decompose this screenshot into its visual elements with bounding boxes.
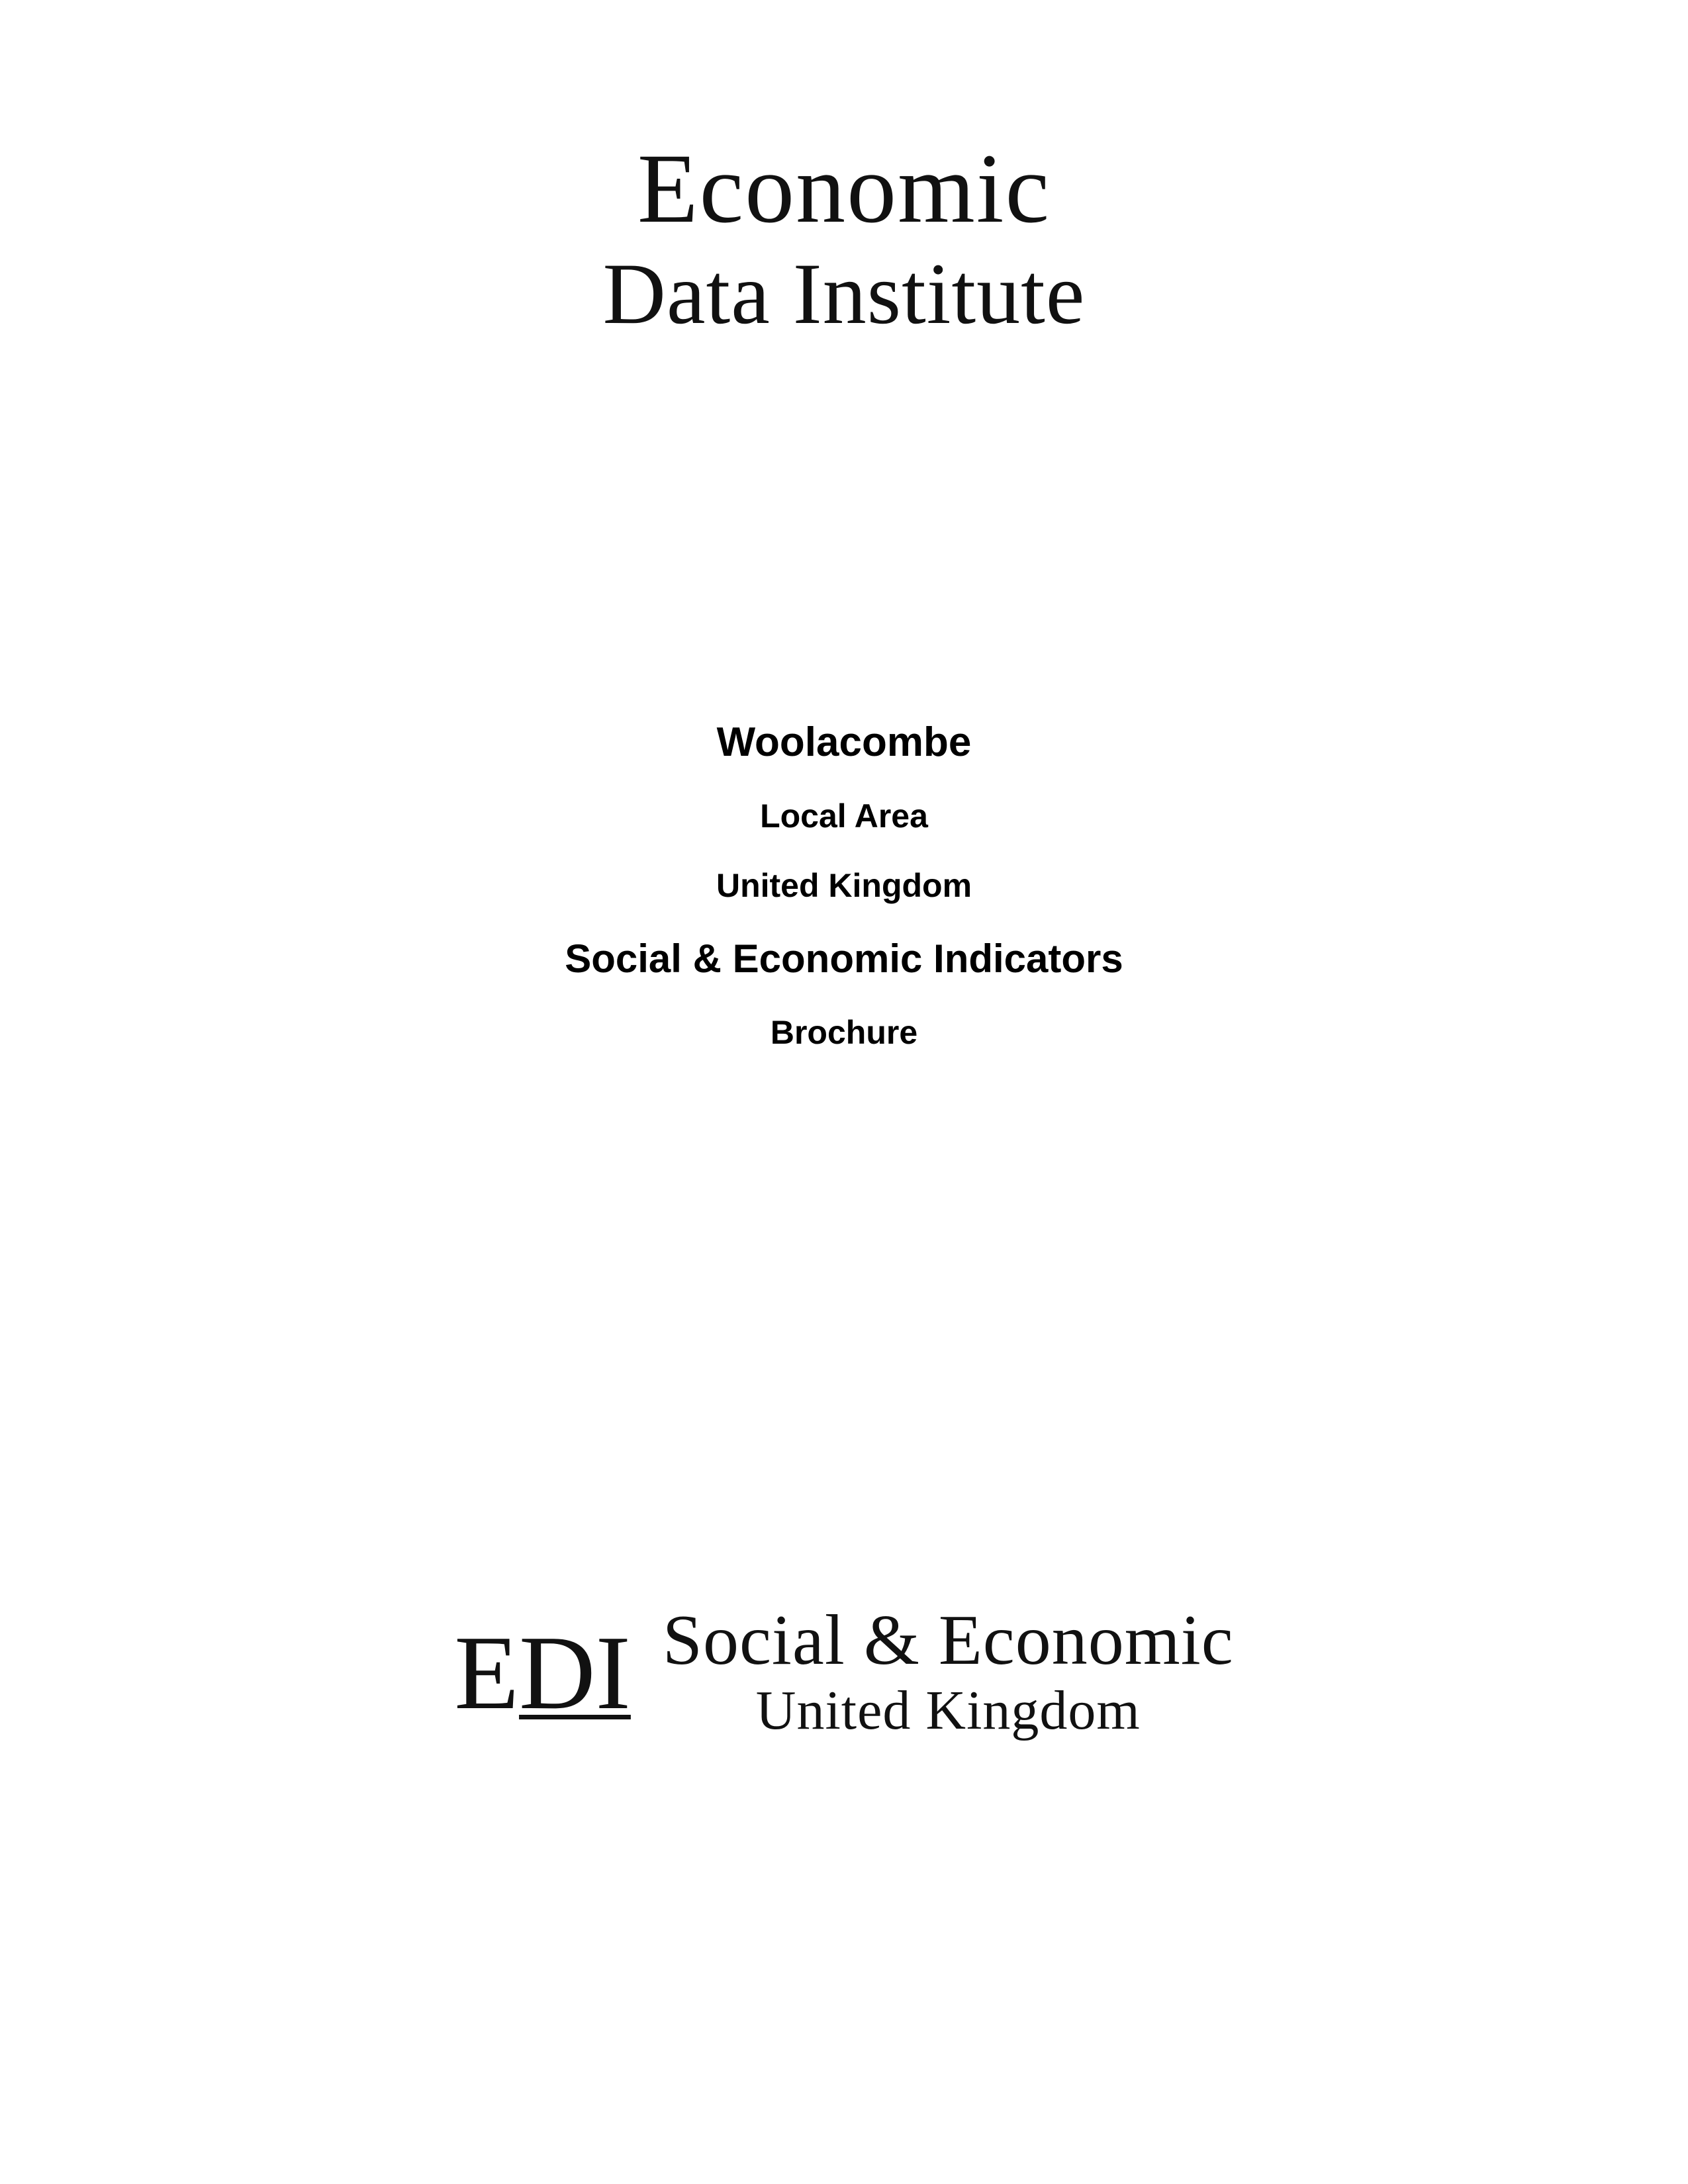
edi-monogram-prefix: E (454, 1614, 520, 1731)
edi-wordmark-line-1: Social & Economic (662, 1601, 1234, 1680)
publisher-logo-line-2: Data Institute (602, 245, 1086, 342)
cover-country: United Kingdom (716, 867, 972, 905)
edi-monogram-underlined: DI (519, 1614, 631, 1731)
cover-document-type: Brochure (770, 1013, 918, 1051)
edi-wordmark-line-2: United Kingdom (755, 1680, 1141, 1741)
publisher-logo-line-1: Economic (637, 134, 1051, 244)
edi-monogram (454, 1614, 631, 1731)
cover-title-block (0, 718, 1688, 1052)
cover-area-type: Local Area (760, 797, 928, 835)
cover-area-name: Woolacombe (716, 719, 972, 765)
cover-subject: Social & Economic Indicators (565, 936, 1123, 981)
publisher-logo (0, 134, 1688, 342)
edi-wordmark (662, 1601, 1234, 1741)
edi-footer-logo (0, 1601, 1688, 1741)
